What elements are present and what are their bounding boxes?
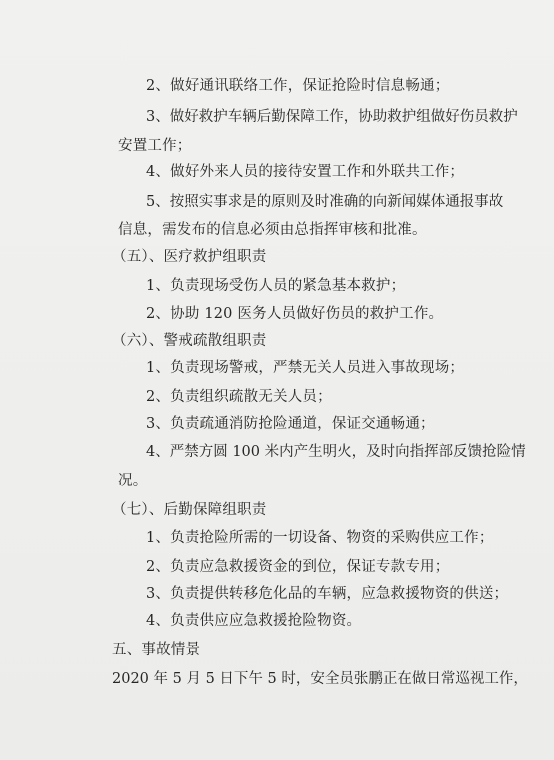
- paragraph-line: 3、负责疏通消防抢险通道，保证交通畅通；: [146, 416, 435, 432]
- section-heading: （五）、医疗救护组职责: [112, 249, 267, 265]
- paragraph-line: 况。: [118, 473, 148, 489]
- paragraph-line: 3、做好救护车辆后勤保障工作，协助救护组做好伤员救护: [146, 109, 518, 125]
- paragraph-line: 2、协助 120 医务人员做好伤员的救护工作。: [146, 306, 444, 322]
- paragraph-line: 4、负责供应应急救援抢险物资。: [146, 613, 362, 629]
- paragraph-line: 2、负责组织疏散无关人员；: [146, 389, 332, 405]
- paragraph-line: 5、按照实事求是的原则及时准确的向新闻媒体通报事故: [146, 194, 504, 210]
- paragraph-line: 1、负责抢险所需的一切设备、物资的采购供应工作；: [146, 530, 494, 546]
- section-heading: 五、事故情景: [112, 642, 201, 658]
- paragraph-line: 2、做好通讯联络工作，保证抢险时信息畅通；: [146, 78, 450, 94]
- paragraph-line: 1、负责现场受伤人员的紧急基本救护；: [146, 278, 406, 294]
- paragraph-line: 2020 年 5 月 5 日下午 5 时，安全员张鹏正在做日常巡视工作，: [112, 671, 528, 687]
- paragraph-line: 信息，需发布的信息必须由总指挥审核和批准。: [118, 222, 427, 238]
- paragraph-line: 安置工作；: [118, 138, 192, 154]
- paragraph-line: 2、负责应急救援资金的到位，保证专款专用；: [146, 559, 450, 575]
- paragraph-line: 3、负责提供转移危化品的车辆，应急救援物资的供送；: [146, 586, 509, 602]
- section-heading: （六）、警戒疏散组职责: [112, 333, 267, 349]
- section-heading: （七）、后勤保障组职责: [112, 502, 267, 518]
- paragraph-line: 4、严禁方圆 100 米内产生明火，及时向指挥部反馈抢险情: [146, 444, 526, 460]
- paragraph-line: 4、做好外来人员的接待安置工作和外联共工作；: [146, 164, 465, 180]
- paragraph-line: 1、负责现场警戒，严禁无关人员进入事故现场；: [146, 360, 465, 376]
